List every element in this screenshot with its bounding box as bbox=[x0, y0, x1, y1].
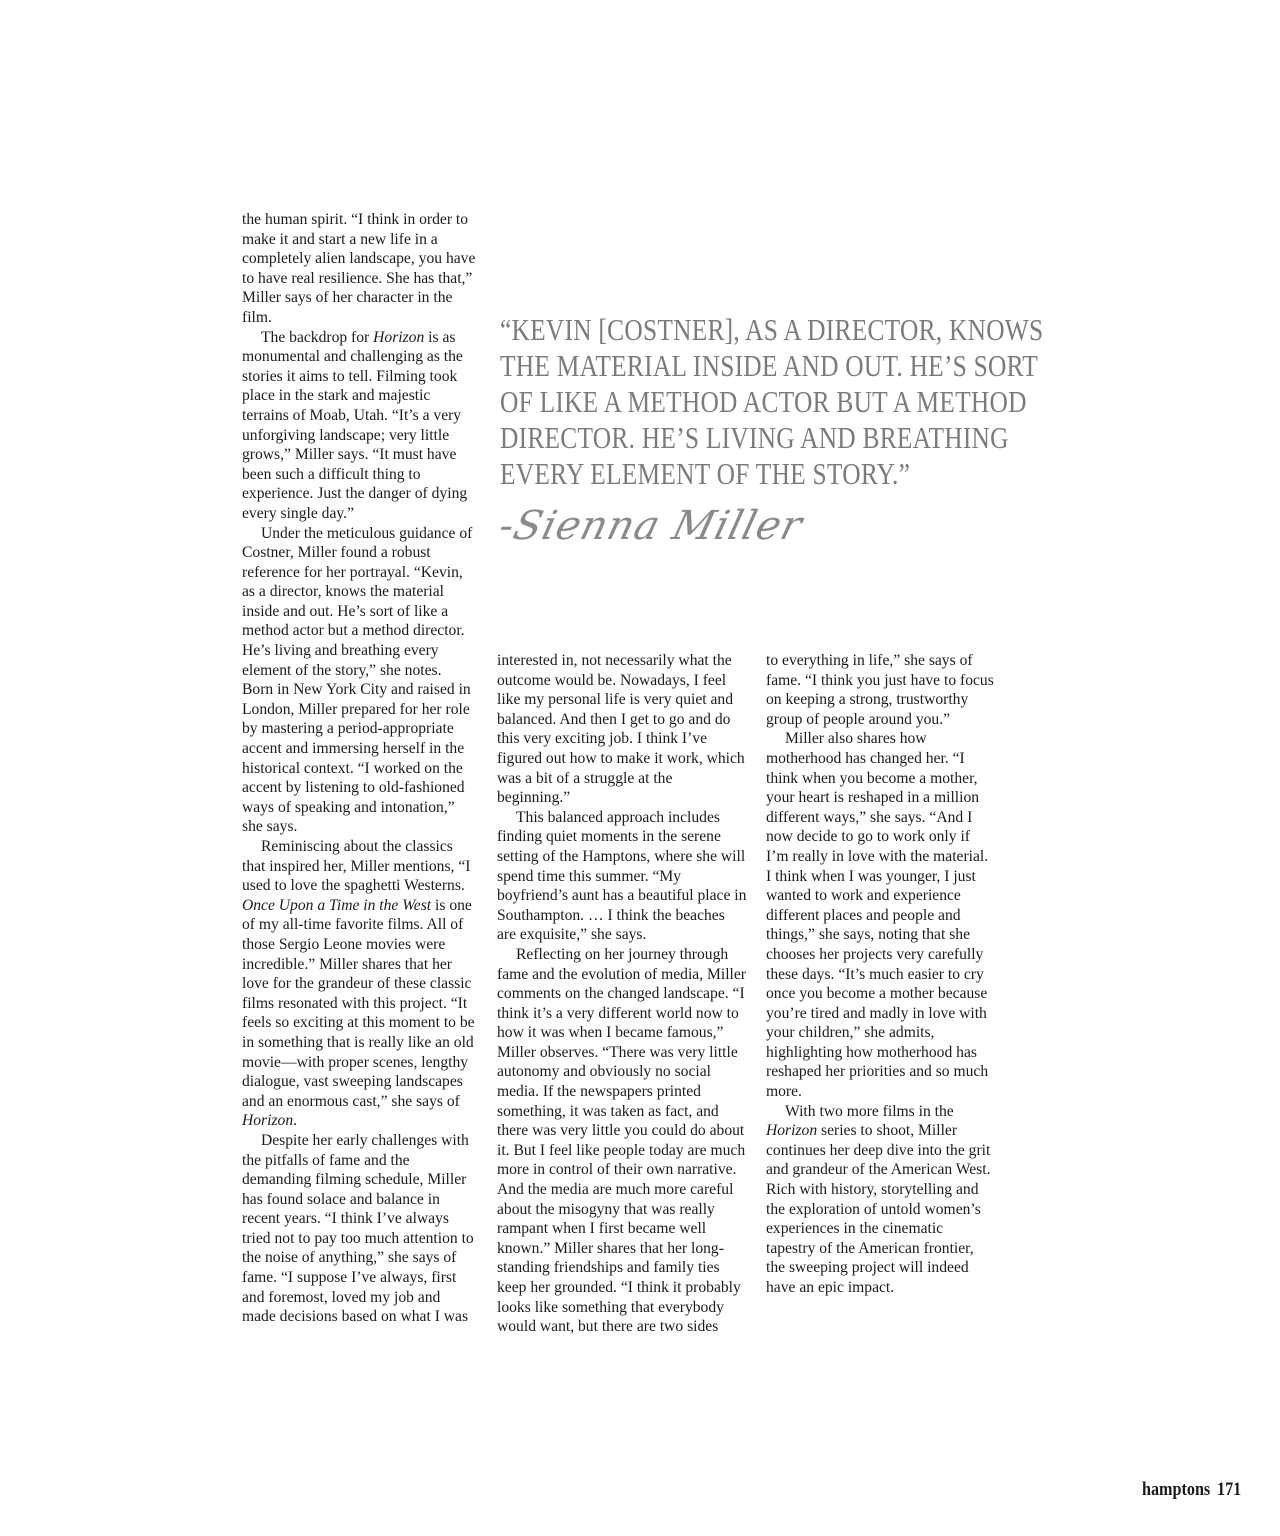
paragraph: The backdrop for Horizon is as monumental and challenging as the stories it aims to tell. Filming took place in the stark and majestic terrains of Moab, Utah. “It’s a very unforgiving landscape; very little grows,” Miller says. “It must have been such a difficult thing to experience. Just the danger of dying every single day.” bbox=[242, 328, 468, 522]
pull-quote-line: OF LIKE A METHOD ACTOR BUT A METHOD bbox=[500, 384, 1027, 419]
paragraph: interested in, not necessarily what the outcome would be. Nowadays, I feel like my personal life is very quiet and balanced. And then I get to go and do this very exciting job. I think I’ve figured out how to make it work, which was a bit of a struggle at the beginning.” bbox=[497, 652, 745, 807]
pull-quote-line: EVERY ELEMENT OF THE STORY.” bbox=[500, 456, 911, 491]
paragraph: With two more films in the Horizon series to shoot, Miller continues her deep dive into the grit and grandeur of the American West. Rich with history, storytelling and the exploration of untold women’s experiences in the cinematic tapestry of the American frontier, the sweeping project will indeed have an epic impact. bbox=[766, 1102, 991, 1296]
paragraph: Reminiscing about the classics that inspired her, Miller mentions, “I used to love the spaghetti Westerns. Once Upon a Time in the West is one of my all-time favorite films. All of those Sergio Leone movies were incredible.” Miller shares that her love for the grandeur of these classic films resonated with this project. “It feels so exciting at this moment to be in something that is really like an old movie—with proper scenes, lengthy dialogue, vast sweeping landscapes and an enormous cast,” she says of Horizon. bbox=[242, 838, 475, 1130]
pull-quote bbox=[500, 312, 1044, 492]
page-folio bbox=[1142, 1478, 1241, 1502]
article-column-1 bbox=[242, 210, 476, 1327]
paragraph: Despite her early challenges with the pitfalls of fame and the demanding filming schedule, Miller has found solace and balance in recent years. “I think I’ve always tried not to pay too much attention to the noise of anything,” she says of fame. “I suppose I’ve always, first and foremost, loved my job and made decisions based on what I was bbox=[242, 1131, 474, 1326]
magazine-name: hamptons bbox=[1142, 1479, 1211, 1500]
pull-quote-line: DIRECTOR. HE’S LIVING AND BREATHING bbox=[500, 420, 1009, 455]
paragraph: Miller also shares how motherhood has changed her. “I think when you become a mother, your heart is reshaped in a million different ways,” she says. “And I now decide to go to work only if I’m really in love with the material. I think when I was younger, I just wanted to work and experience different places and people and things,” she says, noting that she chooses her projects very carefully these days. “It’s much easier to cry once you become a mother because you’re tired and madly in love with your children,” she admits, highlighting how motherhood has reshaped her priorities and so much more. bbox=[766, 730, 989, 1101]
article-column-3 bbox=[766, 651, 996, 1298]
pull-quote-line: “KEVIN [COSTNER], AS A DIRECTOR, KNOWS bbox=[500, 312, 1044, 347]
paragraph: This balanced approach includes finding quiet moments in the serene setting of the Hamptons, where she will spend time this summer. “My boyfriend’s aunt has a beautiful place in Southampton. … I think the beaches are exquisite,” she says. bbox=[497, 808, 747, 944]
pull-quote-line: THE MATERIAL INSIDE AND OUT. HE’S SORT bbox=[500, 348, 1039, 383]
paragraph: Under the meticulous guidance of Costner, Miller found a robust reference for her portrayal. “Kevin, as a director, knows the material inside and out. He’s sort of like a method actor but a method director. He’s living and breathing every element of the story,” she notes. Born in New York City and raised in London, Miller prepared for her role by mastering a period-appropriate accent and immersing herself in the historical context. “I worked on the accent by listening to old-fashioned ways of speaking and intonation,” she says. bbox=[242, 524, 473, 836]
page-number: 171 bbox=[1217, 1479, 1242, 1500]
paragraph: Reflecting on her journey through fame and the evolution of media, Miller comments on the changed landscape. “I think it’s a very different world now to how it was when I became famous,” Miller observes. “There was very little autonomy and obviously no social media. If the newspapers printed something, it was taken as fact, and there was very little you could do about it. But I feel like people today are much more in control of their own narrative. And the media are much more careful about the misogyny that was really rampant when I first became well known.” Miller shares that her long-standing friendships and family ties keep her grounded. “I think it probably looks like something that everybody would want, but there are two sides bbox=[497, 945, 746, 1336]
pull-quote-attribution: -Sienna Miller bbox=[494, 503, 808, 549]
article-column-2 bbox=[497, 651, 747, 1337]
paragraph: the human spirit. “I think in order to make it and start a new life in a completely alien landscape, you have to have real resilience. She has that,” Miller says of her character in the film. bbox=[242, 211, 476, 326]
paragraph: to everything in life,” she says of fame. “I think you just have to focus on keeping a strong, trustworthy group of people around you.” bbox=[766, 652, 994, 728]
